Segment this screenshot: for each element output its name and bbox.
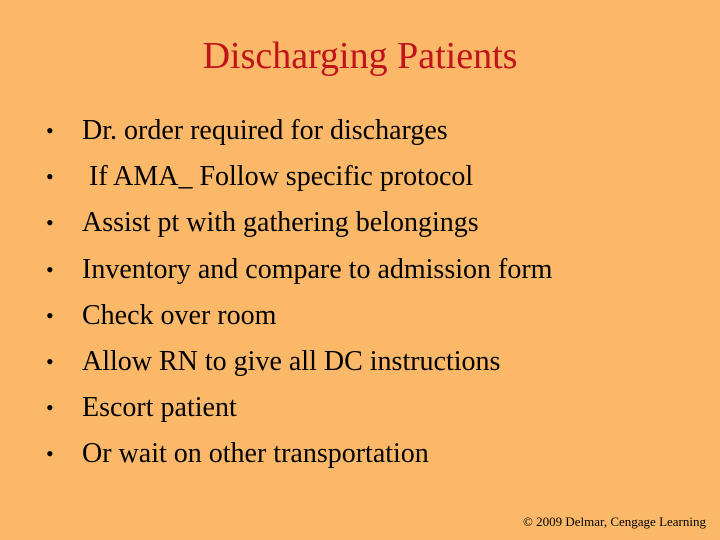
bullet-dot-icon: • bbox=[46, 256, 54, 282]
bullet-text: Dr. order required for discharges bbox=[82, 115, 448, 146]
bullet-item bbox=[0, 154, 720, 200]
bullet-text: Assist pt with gathering belongings bbox=[82, 207, 479, 239]
bullet-text: If AMA_ Follow specific protocol bbox=[82, 161, 474, 193]
bullet-dot-icon: • bbox=[46, 348, 54, 374]
bullet-item bbox=[0, 108, 720, 154]
bullet-dot-icon: • bbox=[46, 302, 54, 328]
bullet-text: Allow RN to give all DC instructions bbox=[82, 345, 501, 377]
bullet-item bbox=[0, 431, 720, 477]
bullet-item bbox=[0, 247, 720, 293]
bullet-list bbox=[0, 108, 720, 478]
bullet-dot-icon: • bbox=[46, 441, 54, 467]
bullet-text: Or wait on other transportation bbox=[82, 438, 429, 470]
copyright-footer: © 2009 Delmar, Cengage Learning bbox=[523, 514, 706, 529]
bullet-item bbox=[0, 385, 720, 431]
slide-title: Discharging Patients bbox=[202, 35, 518, 77]
bullet-item bbox=[0, 293, 720, 339]
bullet-item bbox=[0, 200, 720, 246]
bullet-item bbox=[0, 339, 720, 385]
bullet-text: Inventory and compare to admission form bbox=[82, 253, 553, 285]
bullet-dot-icon: • bbox=[46, 210, 54, 236]
bullet-dot-icon: • bbox=[46, 118, 54, 143]
bullet-text: Escort patient bbox=[82, 392, 237, 424]
bullet-dot-icon: • bbox=[46, 164, 54, 190]
bullet-dot-icon: • bbox=[46, 395, 54, 421]
bullet-text: Check over room bbox=[82, 299, 277, 331]
